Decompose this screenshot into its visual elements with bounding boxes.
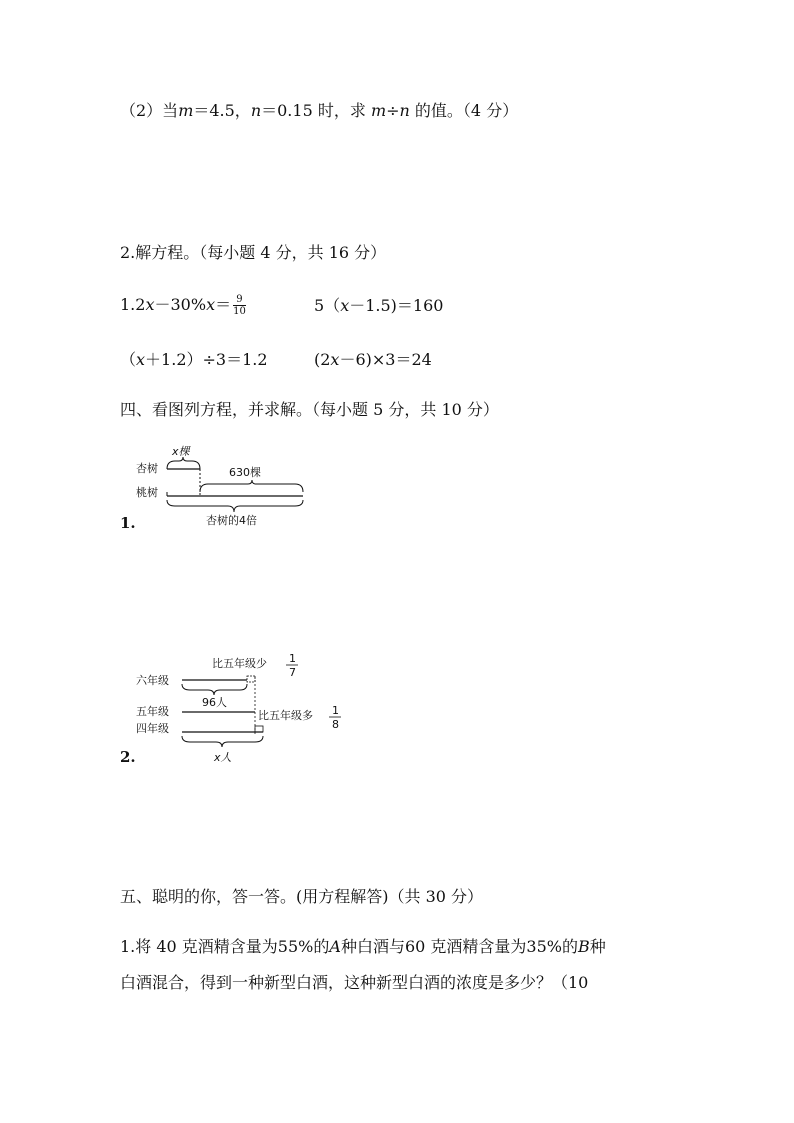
- label-96: 96人: [202, 696, 227, 709]
- less-denominator: 7: [289, 666, 296, 679]
- label-grade-5: 五年级: [136, 705, 169, 718]
- equation-2: [314, 293, 443, 316]
- eq3-part-b: ＋1.2）÷3＝1.2: [145, 350, 268, 369]
- more-denominator: 8: [332, 718, 339, 731]
- label-grade-4: 四年级: [136, 722, 169, 735]
- diagram-1: [130, 440, 330, 530]
- expr-n: n: [399, 101, 410, 120]
- label-x-trees: x棵: [172, 445, 190, 458]
- more-numerator: 1: [332, 704, 339, 717]
- q2-prefix: （2）当: [120, 101, 179, 120]
- brace-630: [200, 480, 303, 492]
- eq2-x: x: [340, 296, 350, 315]
- q1-var-B: B: [577, 937, 590, 956]
- eq1-x2: x: [206, 295, 216, 314]
- label-less-than: 比五年级少: [212, 657, 267, 670]
- section-4-title: 四、看图列方程，并求解。（每小题 5 分，共 10 分）: [120, 400, 499, 419]
- eq2-part-b: －1.5)＝160: [349, 296, 444, 315]
- eq4-x: x: [330, 350, 340, 369]
- label-grade-6: 六年级: [136, 674, 169, 687]
- eq4-part-a: (2: [314, 350, 331, 369]
- eq3-x: x: [136, 350, 146, 369]
- question-2: [120, 98, 518, 121]
- eq1-fraction: [233, 294, 246, 317]
- equation-1: [120, 292, 248, 317]
- eq1-denominator: 10: [233, 306, 246, 317]
- grade-6-gap: [247, 676, 255, 682]
- eq1-x1: x: [145, 295, 155, 314]
- eq4-part-b: －6)×3＝24: [339, 350, 432, 369]
- brace-x: [167, 457, 200, 469]
- eq1-numerator: 9: [233, 294, 246, 306]
- diagram-2: [130, 652, 350, 768]
- label-4-times: 杏树的4倍: [206, 514, 257, 527]
- brace-96: [182, 684, 247, 695]
- brace-bottom: [167, 500, 303, 512]
- problem-2-number: 2.: [120, 748, 136, 766]
- eq2-part-a: 5（: [314, 296, 341, 315]
- eq1-equals: ＝: [215, 295, 232, 314]
- q2-n-value: ＝0.15 时，求: [261, 101, 366, 120]
- label-more-than: 比五年级多: [258, 709, 313, 722]
- label-630-trees: 630棵: [229, 466, 261, 479]
- section-2-title: 2.解方程。（每小题 4 分，共 16 分）: [120, 243, 387, 262]
- var-m: m: [178, 101, 194, 120]
- q1-text-b: 种白酒与60 克酒精含量为35%的: [340, 937, 578, 956]
- less-numerator: 1: [289, 652, 296, 665]
- equation-3: [120, 347, 268, 370]
- section-5-title: 五、聪明的你，答一答。(用方程解答)（共 30 分）: [120, 887, 484, 906]
- q2-suffix: 的值。（4 分）: [414, 101, 519, 120]
- grade-4-extra: [255, 726, 263, 732]
- eq3-part-a: （: [120, 350, 137, 369]
- label-apricot-row: 杏树: [136, 462, 158, 475]
- q2-m-value: ＝4.5，: [193, 101, 251, 120]
- q1-var-A: A: [329, 937, 341, 956]
- section-5-q1-line2: 白酒混合，得到一种新型白酒，这种新型白酒的浓度是多少？（10: [120, 973, 589, 992]
- brace-x-people: [182, 736, 263, 747]
- var-n: n: [250, 101, 262, 120]
- q1-text-a: 1.将 40 克酒精含量为55%的: [120, 937, 330, 956]
- section-5-q1-line1: [120, 934, 606, 957]
- label-peach-row: 桃树: [136, 486, 158, 499]
- q1-text-c: 种: [589, 937, 606, 956]
- eq1-part-a: 1.2: [120, 295, 146, 314]
- eq1-part-b: －30%: [154, 295, 207, 314]
- problem-1-number: 1.: [120, 514, 136, 532]
- expr-m: m: [370, 101, 387, 120]
- equation-4: [314, 347, 432, 370]
- div-sign: ÷: [386, 101, 400, 120]
- label-x-people: x人: [214, 751, 232, 764]
